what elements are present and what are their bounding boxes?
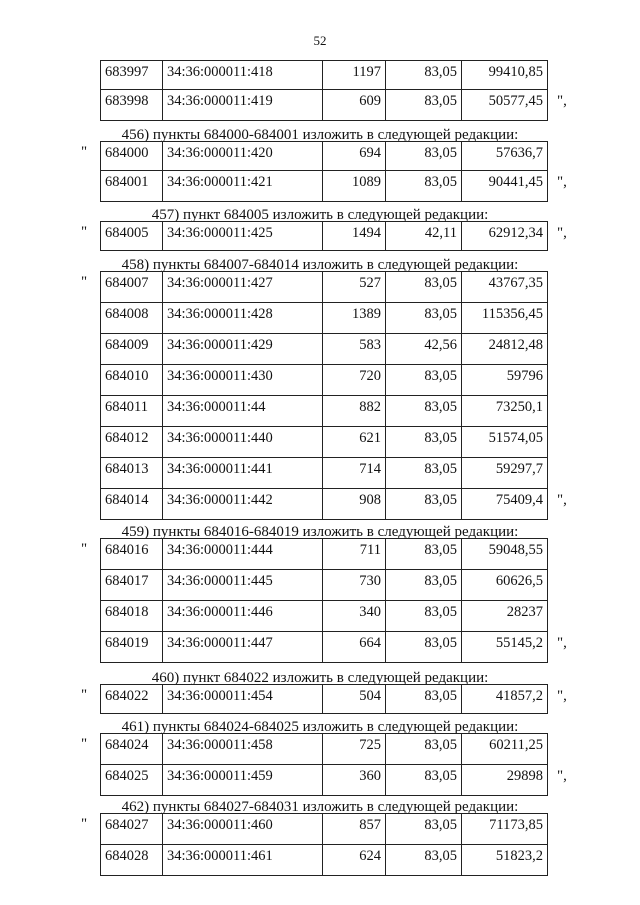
section-heading: 457) пункт 684005 изложить в следующей редакции: [151,207,489,223]
land-parcel-table [100,538,548,663]
table-row [101,570,548,601]
cell-rate: 83,05 [386,489,462,520]
table-row [101,142,548,171]
cell-area: 527 [323,272,386,303]
cell-cadastral-number: 34:36:000011:425 [163,222,323,251]
cell-rate: 83,05 [386,814,462,845]
opening-quote: " [81,274,88,290]
table-row [101,61,548,90]
section-heading: 458) пункты 684007-684014 изложить в следующей редакции: [121,257,519,273]
cell-cadastral-number: 34:36:000011:419 [163,90,323,121]
cell-point-number: 684007 [101,272,163,303]
cell-cadastral-number: 34:36:000011:454 [163,685,323,714]
cell-amount: 90441,45 [462,171,548,202]
cell-cadastral-number: 34:36:000011:442 [163,489,323,520]
cell-area: 1197 [323,61,386,90]
cell-rate: 42,56 [386,334,462,365]
cell-amount: 29898 [462,765,548,796]
land-parcel-table [100,684,548,714]
cell-amount: 24812,48 [462,334,548,365]
cell-point-number: 684014 [101,489,163,520]
cell-area: 1389 [323,303,386,334]
cell-amount: 71173,85 [462,814,548,845]
cell-amount: 59048,55 [462,539,548,570]
cell-cadastral-number: 34:36:000011:459 [163,765,323,796]
cell-amount: 59297,7 [462,458,548,489]
cell-amount: 57636,7 [462,142,548,171]
table-row [101,90,548,121]
cell-cadastral-number: 34:36:000011:460 [163,814,323,845]
cell-area: 725 [323,734,386,765]
cell-cadastral-number: 34:36:000011:428 [163,303,323,334]
cell-rate: 83,05 [386,90,462,121]
cell-cadastral-number: 34:36:000011:430 [163,365,323,396]
cell-amount: 115356,45 [462,303,548,334]
land-parcel-table [100,221,548,251]
cell-area: 583 [323,334,386,365]
land-parcel-table [100,60,548,121]
cell-point-number: 684000 [101,142,163,171]
cell-area: 714 [323,458,386,489]
cell-rate: 83,05 [386,396,462,427]
land-parcel-table [100,813,548,876]
cell-rate: 83,05 [386,765,462,796]
opening-quote: " [81,541,88,557]
table-row [101,814,548,845]
cell-cadastral-number: 34:36:000011:447 [163,632,323,663]
cell-amount: 51823,2 [462,845,548,876]
cell-rate: 83,05 [386,171,462,202]
closing-quote: ", [557,174,567,190]
cell-area: 694 [323,142,386,171]
land-parcel-table [100,141,548,202]
cell-rate: 83,05 [386,734,462,765]
cell-area: 1089 [323,171,386,202]
cell-cadastral-number: 34:36:000011:441 [163,458,323,489]
table-row [101,489,548,520]
cell-cadastral-number: 34:36:000011:446 [163,601,323,632]
closing-quote: ", [557,635,567,651]
cell-rate: 83,05 [386,570,462,601]
opening-quote: " [81,687,88,703]
cell-point-number: 684028 [101,845,163,876]
cell-rate: 83,05 [386,427,462,458]
table-row [101,396,548,427]
cell-point-number: 684016 [101,539,163,570]
cell-point-number: 683998 [101,90,163,121]
cell-rate: 83,05 [386,142,462,171]
cell-cadastral-number: 34:36:000011:461 [163,845,323,876]
opening-quote: " [81,224,88,240]
cell-amount: 73250,1 [462,396,548,427]
cell-amount: 41857,2 [462,685,548,714]
cell-cadastral-number: 34:36:000011:427 [163,272,323,303]
section-heading: 462) пункты 684027-684031 изложить в следующей редакции: [121,799,519,815]
table-row [101,427,548,458]
closing-quote: ", [557,225,567,241]
cell-amount: 55145,2 [462,632,548,663]
cell-point-number: 684010 [101,365,163,396]
cell-area: 360 [323,765,386,796]
cell-area: 711 [323,539,386,570]
cell-rate: 83,05 [386,272,462,303]
cell-point-number: 684027 [101,814,163,845]
section-heading: 460) пункт 684022 изложить в следующей редакции: [151,670,489,686]
cell-amount: 60626,5 [462,570,548,601]
cell-cadastral-number: 34:36:000011:444 [163,539,323,570]
closing-quote: ", [557,492,567,508]
cell-rate: 83,05 [386,539,462,570]
cell-point-number: 684013 [101,458,163,489]
cell-rate: 83,05 [386,61,462,90]
cell-area: 720 [323,365,386,396]
cell-point-number: 684018 [101,601,163,632]
table-row [101,765,548,796]
cell-area: 504 [323,685,386,714]
cell-point-number: 684025 [101,765,163,796]
table-row [101,334,548,365]
cell-area: 664 [323,632,386,663]
cell-point-number: 684019 [101,632,163,663]
land-parcel-table [100,271,548,520]
table-row [101,272,548,303]
cell-point-number: 684005 [101,222,163,251]
table-row [101,845,548,876]
cell-area: 908 [323,489,386,520]
cell-amount: 59796 [462,365,548,396]
section-heading: 456) пункты 684000-684001 изложить в следующей редакции: [121,127,519,143]
cell-amount: 99410,85 [462,61,548,90]
cell-rate: 42,11 [386,222,462,251]
table-row [101,171,548,202]
cell-area: 1494 [323,222,386,251]
table-row [101,365,548,396]
cell-area: 340 [323,601,386,632]
cell-area: 730 [323,570,386,601]
cell-area: 882 [323,396,386,427]
closing-quote: ", [557,768,567,784]
section-heading: 461) пункты 684024-684025 изложить в следующей редакции: [121,719,519,735]
closing-quote: ", [557,688,567,704]
cell-area: 857 [323,814,386,845]
cell-rate: 83,05 [386,845,462,876]
page-number: 52 [313,33,327,48]
cell-cadastral-number: 34:36:000011:421 [163,171,323,202]
cell-amount: 28237 [462,601,548,632]
cell-area: 621 [323,427,386,458]
cell-cadastral-number: 34:36:000011:445 [163,570,323,601]
cell-point-number: 684009 [101,334,163,365]
table-row [101,685,548,714]
cell-point-number: 684012 [101,427,163,458]
cell-rate: 83,05 [386,685,462,714]
table-row [101,539,548,570]
cell-point-number: 684001 [101,171,163,202]
table-row [101,632,548,663]
cell-point-number: 684022 [101,685,163,714]
cell-amount: 51574,05 [462,427,548,458]
cell-point-number: 683997 [101,61,163,90]
cell-cadastral-number: 34:36:000011:420 [163,142,323,171]
land-parcel-table [100,733,548,796]
cell-cadastral-number: 34:36:000011:418 [163,61,323,90]
section-heading: 459) пункты 684016-684019 изложить в следующей редакции: [121,524,519,540]
cell-cadastral-number: 34:36:000011:429 [163,334,323,365]
cell-area: 624 [323,845,386,876]
table-row [101,222,548,251]
cell-amount: 50577,45 [462,90,548,121]
cell-rate: 83,05 [386,601,462,632]
cell-rate: 83,05 [386,458,462,489]
table-row [101,601,548,632]
opening-quote: " [81,736,88,752]
cell-rate: 83,05 [386,303,462,334]
cell-point-number: 684011 [101,396,163,427]
cell-cadastral-number: 34:36:000011:44 [163,396,323,427]
cell-point-number: 684024 [101,734,163,765]
table-row [101,303,548,334]
cell-rate: 83,05 [386,365,462,396]
opening-quote: " [81,816,88,832]
cell-cadastral-number: 34:36:000011:458 [163,734,323,765]
cell-amount: 62912,34 [462,222,548,251]
cell-amount: 43767,35 [462,272,548,303]
table-row [101,458,548,489]
cell-area: 609 [323,90,386,121]
closing-quote: ", [557,93,567,109]
cell-cadastral-number: 34:36:000011:440 [163,427,323,458]
cell-point-number: 684008 [101,303,163,334]
cell-amount: 75409,4 [462,489,548,520]
opening-quote: " [81,144,88,160]
table-row [101,734,548,765]
cell-point-number: 684017 [101,570,163,601]
cell-amount: 60211,25 [462,734,548,765]
cell-rate: 83,05 [386,632,462,663]
